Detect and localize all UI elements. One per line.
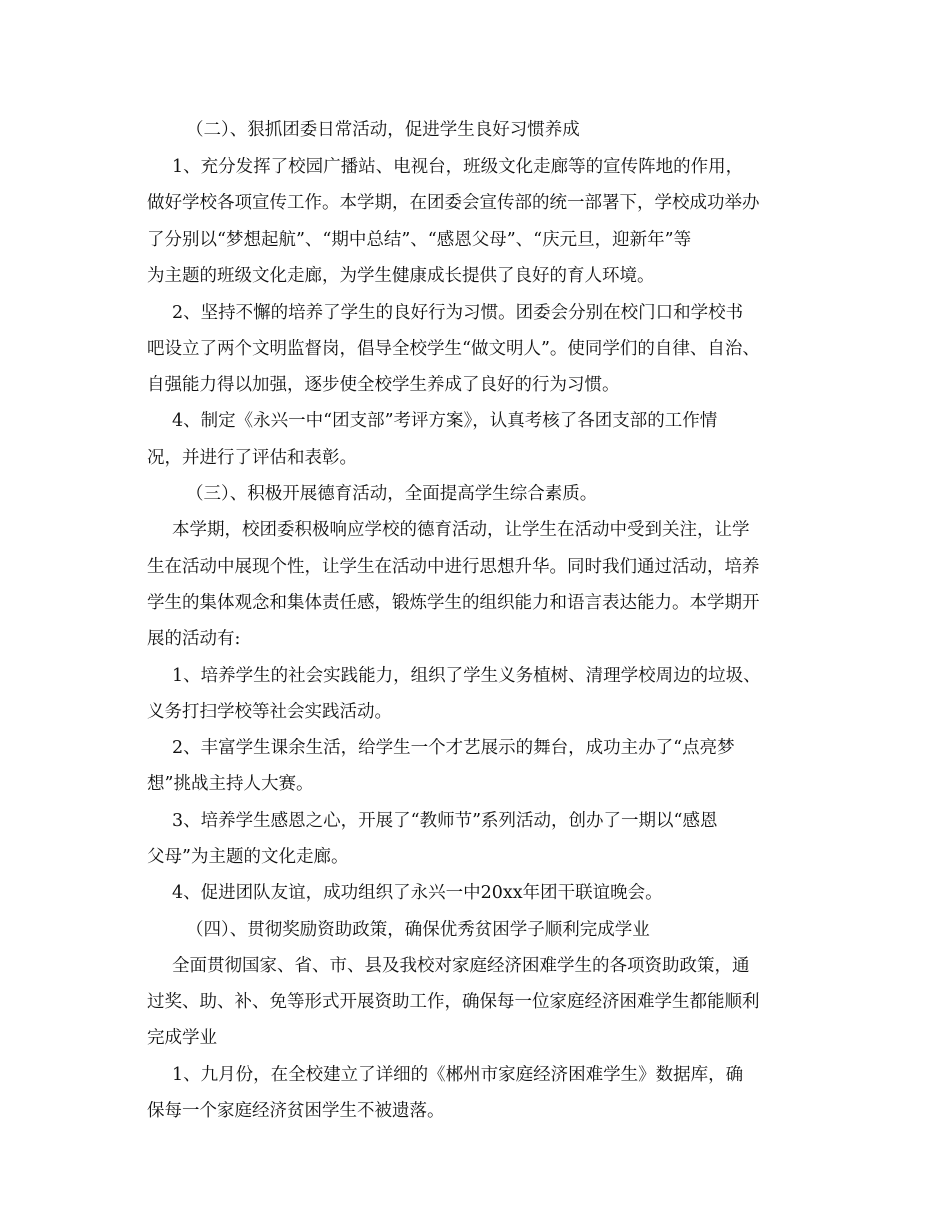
paragraph-line: 3、培养学生感恩之心，开展了“教师节”系列活动，创办了一期以“感恩 <box>172 811 718 831</box>
paragraph-line: 为主题的班级文化走廊，为学生健康成长提供了良好的育人环境。 <box>147 266 655 286</box>
paragraph-line: 况，并进行了评估和表彰。 <box>147 448 357 468</box>
paragraph-line: 4、制定《永兴一中“团支部”考评方案》，认真考核了各团支部的工作情 <box>172 411 718 431</box>
paragraph-line: 学生的集体观念和集体责任感，锻炼学生的组织能力和语言表达能力。本学期开 <box>147 593 760 613</box>
paragraph-line: 父母”为主题的文化走廊。 <box>147 847 349 867</box>
paragraph-line: 保每一个家庭经济贫困学生不被遗落。 <box>147 1101 445 1121</box>
paragraph-line: 4、促进团队友谊，成功组织了永兴一中20xx年团干联谊晚会。 <box>172 883 663 903</box>
section-heading: （四）、贯彻奖励资助政策，确保优秀贫困学子顺利完成学业 <box>186 920 650 940</box>
section-heading: （三）、积极开展德育活动，全面提高学生综合素质。 <box>186 484 598 504</box>
section-heading: （二）、狠抓团委日常活动，促进学生良好习惯养成 <box>186 120 580 140</box>
paragraph-line: 生在活动中展现个性，让学生在活动中进行思想升华。同时我们通过活动，培养 <box>147 557 760 577</box>
paragraph-line: 2、坚持不懈的培养了学生的良好行为习惯。团委会分别在校门口和学校书 <box>172 303 744 323</box>
paragraph-line: 1、九月份，在全校建立了详细的《郴州市家庭经济困难学生》数据库，确 <box>172 1065 744 1085</box>
paragraph-line: 自强能力得以加强，逐步使全校学生养成了良好的行为习惯。 <box>147 375 620 395</box>
paragraph-line: 2、丰富学生课余生活，给学生一个才艺展示的舞台，成功主办了“点亮梦 <box>172 738 735 758</box>
paragraph-line: 1、培养学生的社会实践能力，组织了学生义务植树、清理学校周边的垃圾、 <box>172 666 761 686</box>
paragraph-line: 过奖、助、补、免等形式开展资助工作，确保每一位家庭经济困难学生都能顺利 <box>147 992 760 1012</box>
paragraph-line: 本学期，校团委积极响应学校的德育活动，让学生在活动中受到关注，让学 <box>172 520 750 540</box>
paragraph-line: 了分别以“梦想起航”、“期中总结”、“感恩父母”、“庆元旦，迎新年”等 <box>147 230 692 250</box>
paragraph-line: 做好学校各项宣传工作。本学期，在团委会宣传部的统一部署下，学校成功举办 <box>147 193 760 213</box>
paragraph-line: 完成学业 <box>147 1028 217 1048</box>
paragraph-line: 全面贯彻国家、省、市、县及我校对家庭经济困难学生的各项资助政策，通 <box>172 956 750 976</box>
paragraph-line: 吧设立了两个文明监督岗，倡导全校学生“做文明人”。使同学们的自律、自治、 <box>147 339 760 359</box>
paragraph-line: 1、充分发挥了校园广播站、电视台，班级文化走廊等的宣传阵地的作用， <box>172 157 744 177</box>
paragraph-line: 想”挑战主持人大赛。 <box>147 774 314 794</box>
paragraph-line: 展的活动有: <box>147 629 241 649</box>
paragraph-line: 义务打扫学校等社会实践活动。 <box>147 702 392 722</box>
